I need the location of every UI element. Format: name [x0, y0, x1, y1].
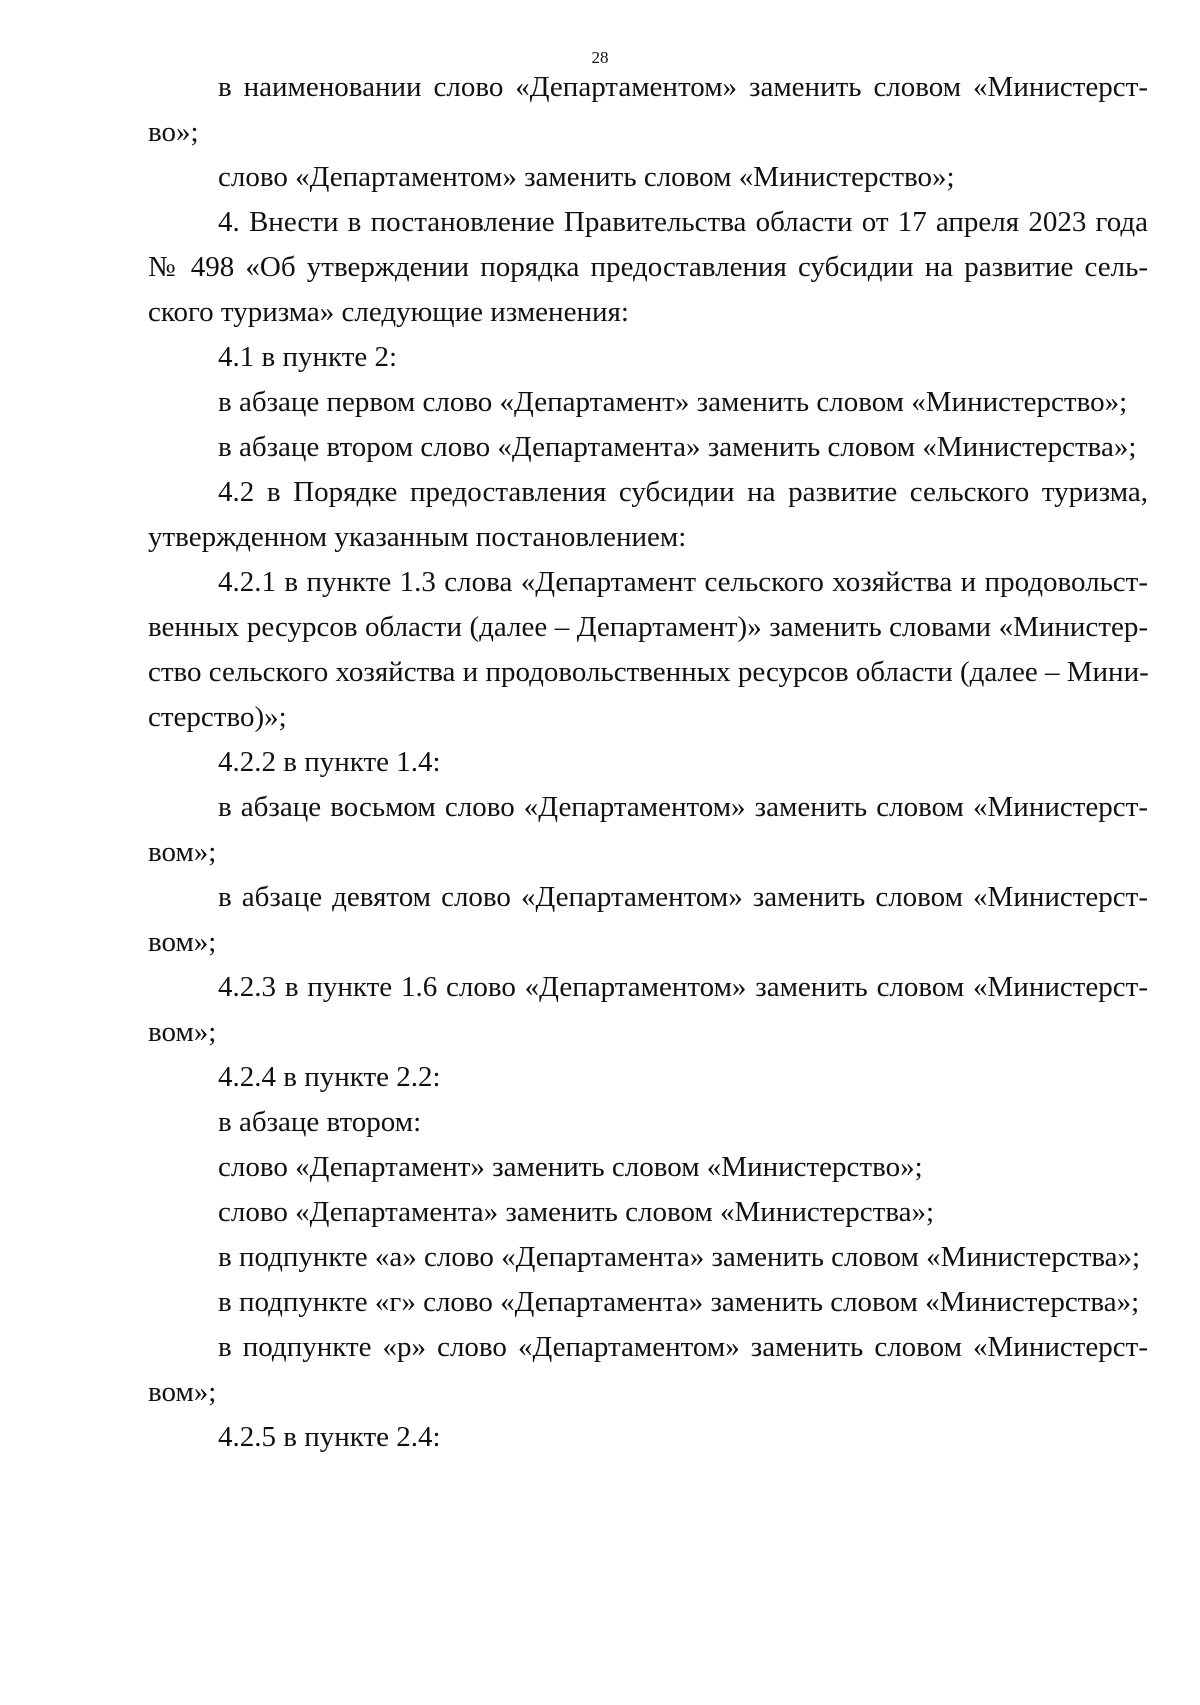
- text-line: стерство)»;: [148, 701, 287, 733]
- text-line: 4.1 в пункте 2:: [218, 341, 398, 373]
- text-line: 4.2 в Порядке предоставления субсидии на развитие сельского туризма,: [218, 476, 1148, 508]
- text-line: слово «Департамента» заменить словом «Министерства»;: [218, 1196, 935, 1228]
- text-line: ство сельского хозяйства и продовольственных ресурсов области (далее – Мини-: [148, 656, 1149, 688]
- text-line: в абзаце восьмом слово «Департаментом» заменить словом «Министерст-: [218, 791, 1148, 823]
- text-line: утвержденном указанным постановлением:: [148, 521, 687, 553]
- text-line: слово «Департамент» заменить словом «Министерство»;: [218, 1151, 923, 1183]
- text-line: 4.2.4 в пункте 2.2:: [218, 1061, 441, 1093]
- text-line: в абзаце девятом слово «Департаментом» заменить словом «Министерст-: [218, 881, 1148, 913]
- text-line: 4.2.2 в пункте 1.4:: [218, 746, 441, 778]
- text-line: 4.2.5 в пункте 2.4:: [218, 1421, 441, 1453]
- text-line: в наименовании слово «Департаментом» заменить словом «Министерст-: [218, 71, 1148, 103]
- text-line: во»;: [148, 116, 199, 148]
- page-number: 28: [591, 48, 609, 67]
- text-line: слово «Департаментом» заменить словом «Министерство»;: [218, 161, 955, 193]
- text-line: в подпункте «г» слово «Департамента» заменить словом «Министерства»;: [218, 1286, 1140, 1318]
- text-line: вом»;: [148, 836, 217, 868]
- text-line: вом»;: [148, 926, 217, 958]
- text-line: венных ресурсов области (далее – Департамент)» заменить словами «Министер-: [148, 611, 1148, 643]
- text-line: 4.2.1 в пункте 1.3 слова «Департамент сельского хозяйства и продовольст-: [218, 566, 1148, 598]
- text-line: вом»;: [148, 1016, 217, 1048]
- text-line: 4. Внести в постановление Правительства области от 17 апреля 2023 года: [218, 206, 1148, 238]
- text-line: в абзаце втором:: [218, 1106, 422, 1138]
- text-line: ского туризма» следующие изменения:: [148, 296, 629, 328]
- text-line: в подпункте «а» слово «Департамента» заменить словом «Министерства»;: [218, 1241, 1141, 1273]
- text-line: 4.2.3 в пункте 1.6 слово «Департаментом» заменить словом «Министерст-: [218, 971, 1148, 1003]
- text-line: в абзаце втором слово «Департамента» заменить словом «Министерства»;: [218, 431, 1137, 463]
- text-line: вом»;: [148, 1376, 217, 1408]
- text-line: в абзаце первом слово «Департамент» заменить словом «Министерство»;: [218, 386, 1128, 418]
- text-line: № 498 «Об утверждении порядка предоставления субсидии на развитие сель-: [148, 251, 1148, 283]
- text-line: в подпункте «р» слово «Департаментом» заменить словом «Министерст-: [218, 1331, 1148, 1363]
